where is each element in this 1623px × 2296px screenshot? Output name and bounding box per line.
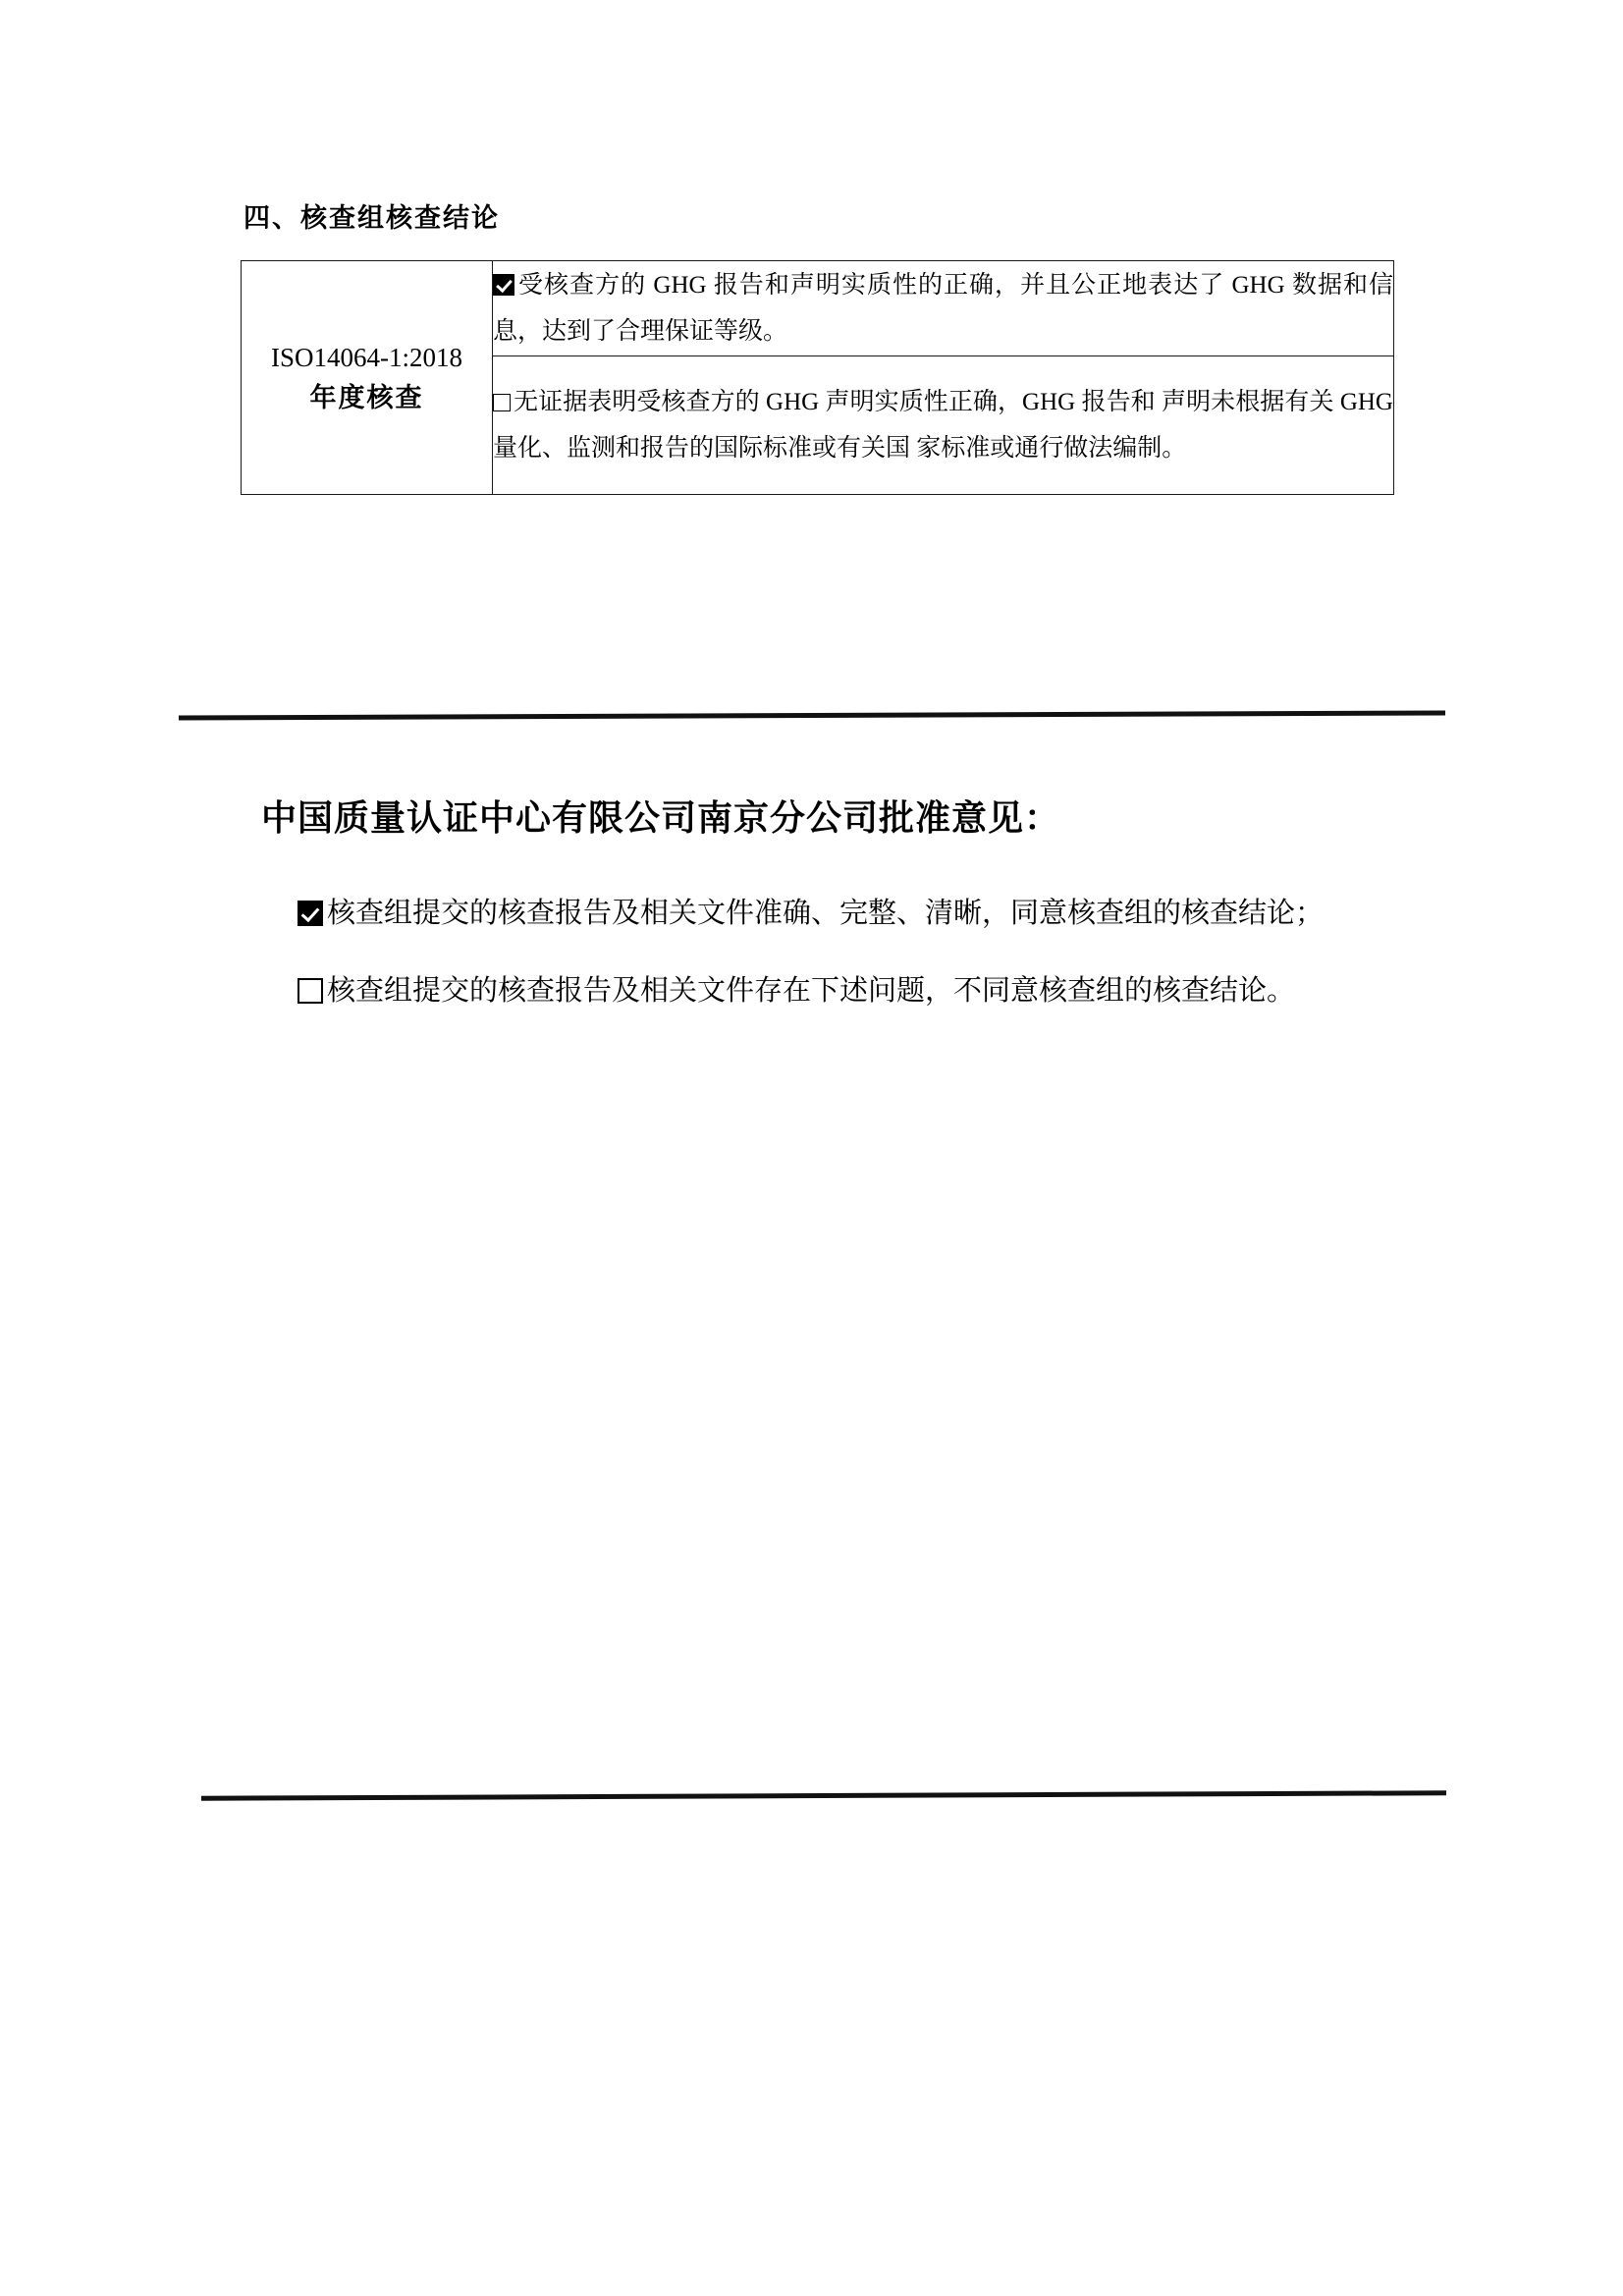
conclusion-option-2-text: 无证据表明受核查方的 GHG 声明实质性正确，GHG 报告和 声明未根据有关 GHG 量化、监测和报告的国际标准或有关国 家标准或通行做法编制。	[493, 388, 1393, 462]
approval-option-1-checkbox[interactable]	[298, 901, 323, 926]
section-divider-bottom	[201, 1790, 1446, 1801]
conclusion-option-2-checkbox[interactable]	[493, 394, 511, 411]
conclusion-option-1-text: 受核查方的 GHG 报告和声明实质性的正确，并且公正地表达了 GHG 数据和信息，达到了合理保证等级。	[493, 271, 1393, 345]
conclusion-option-1-checkbox[interactable]	[493, 274, 514, 296]
standard-name: ISO14064-1:2018	[271, 343, 462, 372]
section-divider-top	[179, 711, 1445, 721]
approval-option-1	[241, 879, 1399, 949]
conclusion-option-2-cell	[493, 356, 1394, 495]
table-row	[242, 261, 1394, 356]
approval-option-1-text: 核查组提交的核查报告及相关文件准确、完整、清晰，同意核查组的核查结论；	[327, 898, 1325, 929]
approval-option-2-text: 核查组提交的核查报告及相关文件存在下述问题，不同意核查组的核查结论。	[327, 975, 1296, 1008]
standard-label-cell	[242, 261, 493, 495]
verification-type: 年度核查	[309, 382, 424, 412]
approval-title: 中国质量认证中心有限公司南京分公司批准意见：	[261, 798, 1061, 838]
conclusion-option-1-cell	[493, 261, 1394, 356]
approval-option-2-checkbox[interactable]	[298, 978, 323, 1004]
approval-option-2	[241, 957, 1399, 1026]
conclusion-table	[241, 260, 1394, 495]
approval-body	[241, 879, 1399, 1034]
section-heading: 四、核查组核查结论	[243, 203, 500, 233]
